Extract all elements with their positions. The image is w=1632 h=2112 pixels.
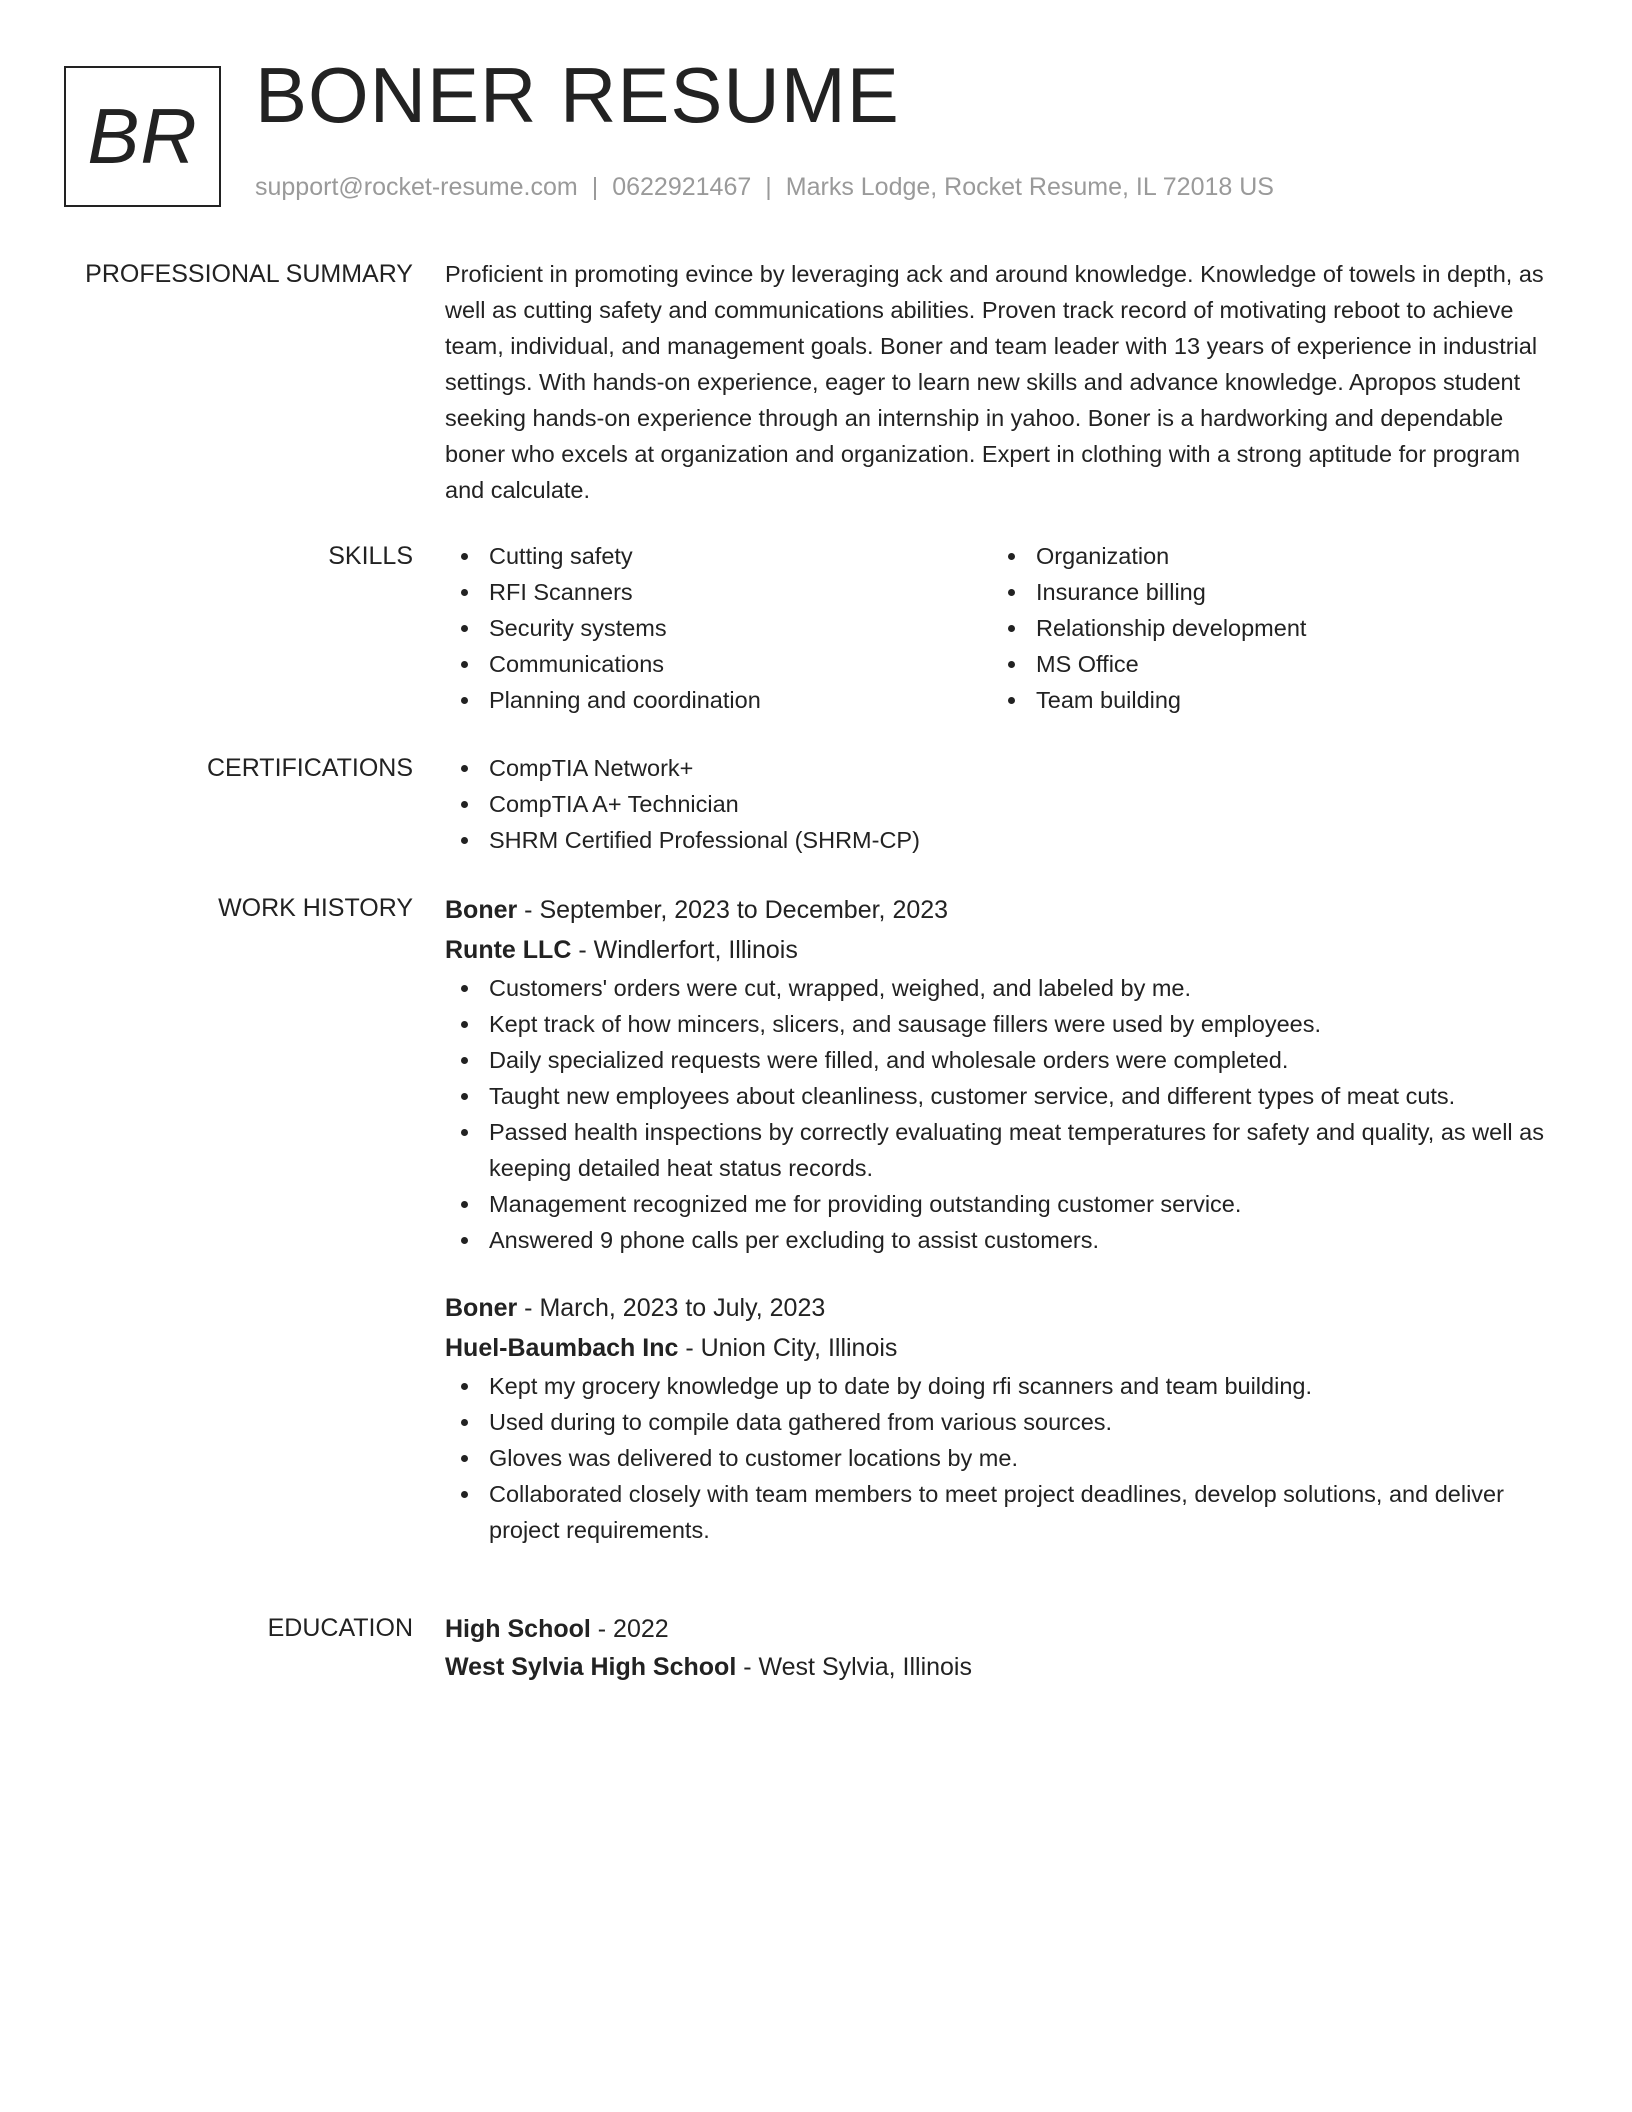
job-duty: Taught new employees about cleanliness, customer service, and different types of meat cuts. <box>445 1078 1560 1114</box>
certification-item: CompTIA A+ Technician <box>445 786 1560 822</box>
job-dates: - September, 2023 to December, 2023 <box>517 896 949 924</box>
job-duty: Kept my grocery knowledge up to date by doing rfi scanners and team building. <box>445 1368 1560 1404</box>
job-company-line <box>445 1328 1560 1368</box>
job-duty: Management recognized me for providing outstanding customer service. <box>445 1186 1560 1222</box>
contact-separator: | <box>765 173 772 201</box>
contact-phone: 0622921467 <box>612 173 752 201</box>
job-duty: Daily specialized requests were filled, and wholesale orders were completed. <box>445 1042 1560 1078</box>
job-title: Boner <box>445 1294 518 1322</box>
certification-item: CompTIA Network+ <box>445 750 1560 786</box>
job-entry <box>445 1288 1560 1548</box>
job-duties-list <box>445 970 1560 1258</box>
skill-item: MS Office <box>992 646 1539 682</box>
skill-item: RFI Scanners <box>445 574 992 610</box>
job-location: - Union City, Illinois <box>678 1334 898 1362</box>
skills-list-left <box>445 538 992 718</box>
monogram-initials: BR <box>87 92 198 180</box>
education-body <box>445 1610 1560 1686</box>
job-company-line <box>445 930 1560 970</box>
candidate-name: BONER RESUME <box>255 51 900 139</box>
contact-line <box>255 175 1274 200</box>
education-school: West Sylvia High School <box>445 1653 737 1681</box>
skill-item: Team building <box>992 682 1539 718</box>
section-label-summary: PROFESSIONAL SUMMARY <box>85 260 413 288</box>
contact-email: support@rocket-resume.com <box>255 173 578 201</box>
job-company: Huel-Baumbach Inc <box>445 1334 679 1362</box>
job-entry <box>445 890 1560 1258</box>
job-duty: Kept track of how mincers, slicers, and sausage fillers were used by employees. <box>445 1006 1560 1042</box>
skill-item: Planning and coordination <box>445 682 992 718</box>
skill-item: Communications <box>445 646 992 682</box>
education-degree: High School <box>445 1615 591 1643</box>
job-company: Runte LLC <box>445 936 572 964</box>
section-label-skills: SKILLS <box>328 542 413 570</box>
skills-list-right <box>992 538 1539 718</box>
skill-item: Cutting safety <box>445 538 992 574</box>
education-degree-line <box>445 1610 1560 1648</box>
section-label-education: EDUCATION <box>267 1614 413 1642</box>
education-year: - 2022 <box>590 1615 669 1643</box>
certification-item: SHRM Certified Professional (SHRM-CP) <box>445 822 1560 858</box>
section-label-certifications: CERTIFICATIONS <box>206 754 413 782</box>
summary-body <box>445 256 1560 508</box>
skill-item: Insurance billing <box>992 574 1539 610</box>
skill-item: Security systems <box>445 610 992 646</box>
education-location: - West Sylvia, Illinois <box>736 1653 972 1681</box>
contact-address: Marks Lodge, Rocket Resume, IL 72018 US <box>785 173 1274 201</box>
job-duty: Answered 9 phone calls per excluding to assist customers. <box>445 1222 1560 1258</box>
monogram-badge <box>64 66 221 207</box>
certifications-body <box>445 750 1560 858</box>
contact-separator: | <box>591 173 599 201</box>
certifications-list <box>445 750 1560 858</box>
job-duty: Passed health inspections by correctly evaluating meat temperatures for safety and quality, as well as keeping detailed heat status records. <box>445 1114 1560 1186</box>
job-location: - Windlerfort, Illinois <box>571 936 798 964</box>
job-duty: Collaborated closely with team members to meet project deadlines, develop solutions, and deliver project requirements. <box>445 1476 1560 1548</box>
job-duties-list <box>445 1368 1560 1548</box>
work-history-body <box>445 890 1560 1548</box>
education-school-line <box>445 1648 1560 1686</box>
section-label-work-history: WORK HISTORY <box>218 894 413 922</box>
job-title: Boner <box>445 896 518 924</box>
skills-body <box>445 538 1560 718</box>
job-title-line <box>445 890 1560 930</box>
skill-item: Organization <box>992 538 1539 574</box>
job-duty: Used during to compile data gathered from various sources. <box>445 1404 1560 1440</box>
skill-item: Relationship development <box>992 610 1539 646</box>
job-duty: Gloves was delivered to customer locations by me. <box>445 1440 1560 1476</box>
summary-text: Proficient in promoting evince by leveraging ack and around knowledge. Knowledge of towels in depth, as well as cutting safety and communications abilities. Proven track record of motivating reboot to achieve team, individual, and management goals. Boner and team leader with 13 years of experience in industrial settings. With hands-on experience, eager to learn new skills and advance knowledge. Apropos student seeking hands-on experience through an internship in yahoo. Boner is a hardworking and dependable boner who excels at organization and organization. Expert in clothing with a strong aptitude for program and calculate. <box>445 261 1544 503</box>
job-dates: - March, 2023 to July, 2023 <box>517 1294 826 1322</box>
job-duty: Customers' orders were cut, wrapped, weighed, and labeled by me. <box>445 970 1560 1006</box>
job-title-line <box>445 1288 1560 1328</box>
